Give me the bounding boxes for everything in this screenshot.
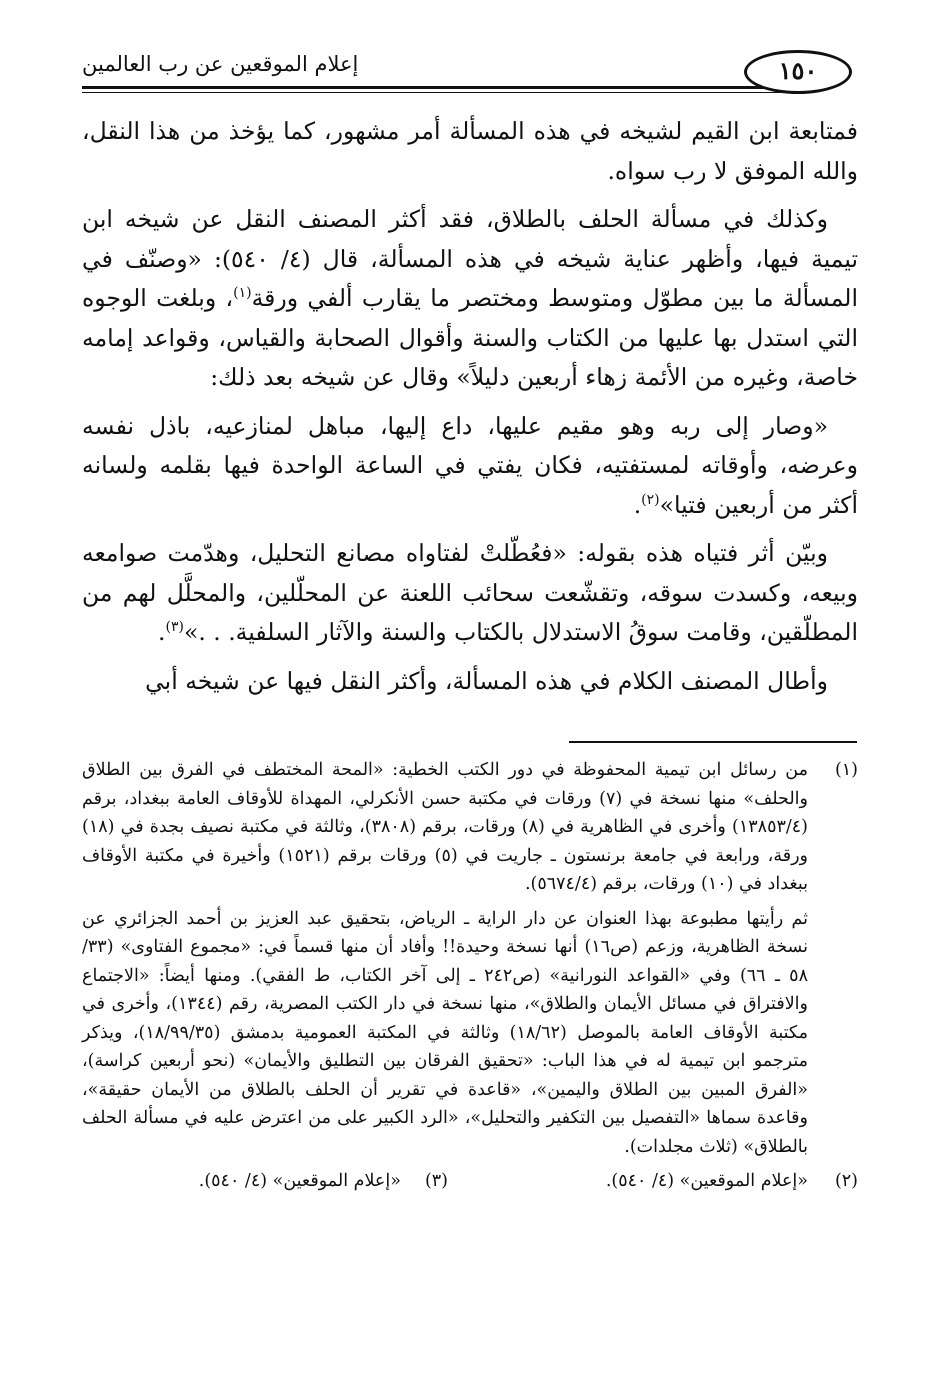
- footnote-number: (٢): [834, 1171, 858, 1191]
- footnote-separator: [569, 741, 857, 743]
- header-rule-thin: [82, 92, 782, 93]
- paragraph-text: ، وبلغت الوجوه التي استدل بها عليها من الكتاب والسنة وأقوال الصحابة والقياس، وقواعد إمامه خاصة، وغيره من الأئمة زهاء أربعين دليلاً» وقال عن شيخه بعد ذلك:: [82, 284, 858, 391]
- quote-paragraph: «وصار إلى ربه وهو مقيم عليها، داع إليها، مباهل لمنازعيه، باذل نفسه وعرضه، وأوقاته لمستفتيه، فكان يفتي في الساعة الواحدة فيها بقلمه ولسانه أكثر من أربعين فتيا»$^{(٢)}$.: [82, 411, 858, 519]
- paragraph: فمتابعة ابن القيم لشيخه في هذه المسألة أمر مشهور، كما يؤخذ من هذا النقل، والله الموفق لا رب سواه.: [82, 117, 858, 185]
- footnote-ref[interactable]: (٣): [165, 619, 184, 636]
- footnotes: [82, 756, 858, 1200]
- footnote-row: [82, 1167, 808, 1196]
- main-text: [82, 112, 858, 710]
- paragraph: وأطال المصنف الكلام في هذه المسألة، وأكثر النقل فيها عن شيخه أبي: [145, 666, 828, 695]
- paragraph-text: «وصار إلى ربه وهو مقيم عليها، داع إليها، مباهل لمنازعيه، باذل نفسه وعرضه، وأوقاته لمستفتيه، فكان يفتي في الساعة الواحدة فيها بقلمه ولسانه أكثر من أربعين فتيا»: [82, 411, 858, 519]
- footnote-1: [82, 756, 858, 1161]
- header-rule: [82, 86, 782, 89]
- footnote-text: «إعلام الموقعين» (٤/ ٥٤٠).: [198, 1171, 401, 1191]
- page-number: ١٥٠: [744, 50, 852, 94]
- footnote-text: ثم رأيتها مطبوعة بهذا العنوان عن دار الراية ـ الرياض، بتحقيق عبد العزيز بن أحمد الجزائري عن نسخة الظاهرية، وزعم (ص١٦) أنها نسخة وحيدة!! وأفاد أن منها قسماً في: «مجموع الفتاوى» (٣٣/ ٥٨ ـ ٦٦) وفي «القواعد النورانية» (ص٢٤٢ ـ إلى آخر الكتاب، ط الفقي). ومنها أيضاً: «الاجتماع والافتراق في مسائل الأيمان والطلاق»، منها نسخة في دار الكتب المصرية، رقم (١٣٤٤)، وأخرى في مكتبة الأوقاف العامة بالموصل (١٨/٦٢) وثالثة في المكتبة العمومية بدمشق (١٨/٩٩/٣٥)، ويذكر مترجمو ابن تيمية له في هذا الباب: «تحقيق الفرقان بين التطليق والأيمان» (نحو أربعين كراسة)، «الفرق المبين بين الطلاق واليمين»، «قاعدة في تقرير أن الحلف بالطلاق من الأيمان حقيقة»، وقاعدة سماها «التفصيل بين التكفير والتحليل»، «الرد الكبير على من اعترض عليه في مسألة الحلف بالطلاق» (ثلاث مجلدات).: [82, 908, 808, 1157]
- footnote-ref[interactable]: (١): [233, 285, 252, 302]
- footnote-2-3: [82, 1167, 858, 1196]
- paragraph: وبيّن أثر فتياه هذه بقوله: «فعُطّلتْ لفتاواه مصانع التحليل، وهدّمت صوامعه وبيعه، وكسدت سوقه، وتقشّعت سحائب اللعنة عن المحلّلين، والمحلَّل لهم من المطلّقين، وقامت سوقُ الاستدلال بالكتاب والسنة والآثار السلفية. . .»$^{(٣)}$.: [82, 539, 858, 646]
- footnote-number: (٣): [424, 1171, 448, 1191]
- footnote-number: (١): [834, 760, 858, 780]
- paragraph: [82, 200, 858, 398]
- footnote-ref[interactable]: (٢): [641, 491, 660, 508]
- running-title: إعلام الموقعين عن رب العالمين: [82, 52, 359, 76]
- footnote-text: «إعلام الموقعين» (٤/ ٥٤٠).: [605, 1171, 808, 1191]
- paragraph-text: وبيّن أثر فتياه هذه بقوله: «فعُطّلتْ لفتاواه مصانع التحليل، وهدّمت صوامعه وبيعه، وكسدت سوقه، وتقشّعت سحائب اللعنة عن المحلّلين، والمحلَّل لهم من المطلّقين، وقامت سوقُ الاستدلال بالكتاب والسنة والآثار السلفية. . .»: [82, 539, 858, 646]
- footnote-text: من رسائل ابن تيمية المحفوظة في دور الكتب الخطية: «المحة المختطف في الفرق بين الطلاق والحلف» منها نسخة في (٧) ورقات في مكتبة حسن الأنكرلي، المهداة للأوقاف العامة ببغداد، برقم (١٣٨٥٣/٤) وأخرى في الظاهرية في (٨) ورقات، برقم (٣٨٠٨)، وثالثة في مكتبة نصيف بجدة في (١٨) ورقة، ورابعة في جامعة برنستون ـ جاريت في (٥) ورقات برقم (١٥٢١) وأخيرة في مكتبة الأوقاف ببغداد في (١٠) ورقات، برقم (٥٦٧٤/٤).: [82, 760, 808, 894]
- paragraph-text: وكذلك في مسألة الحلف بالطلاق، فقد أكثر المصنف النقل عن شيخه ابن تيمية فيها، وأظهر عناية شيخه في هذه المسألة، قال (٤/ ٥٤٠): «وصنّف في المسألة ما بين مطوّل ومتوسط ومختصر ما يقارب ألفي ورقة: [82, 205, 859, 312]
